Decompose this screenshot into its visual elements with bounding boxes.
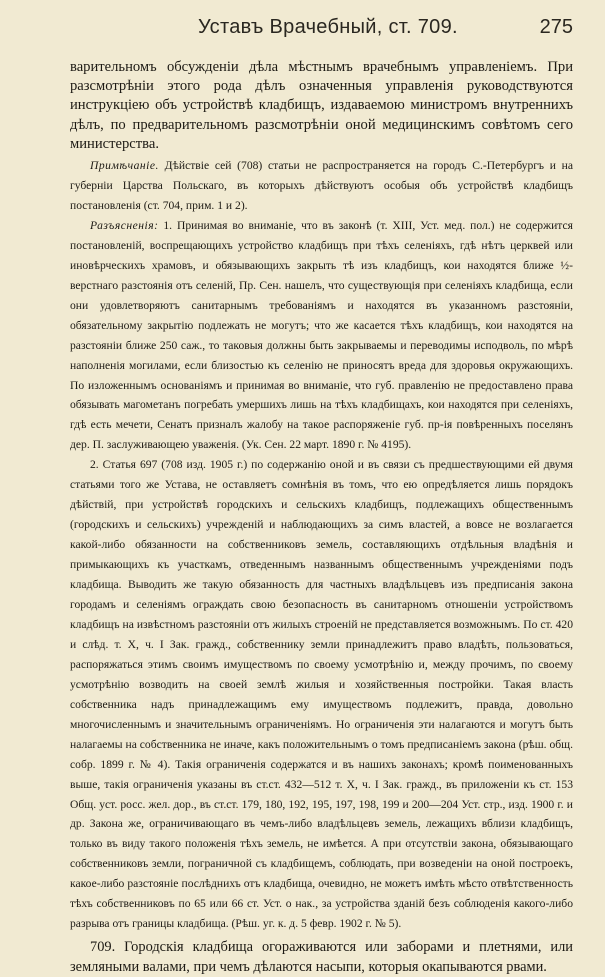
explanation-1-text: 1. Принимая во вниманіе, что въ законѣ (т. XIII, Уст. мед. пол.) не содержится постановленій, воспрещающихъ устройство кладбищъ при тѣхъ селеніяхъ, гдѣ нѣтъ церквей или иновѣрческихъ храмовъ, и обязывающихъ закрыть тѣ изъ кладбищъ, кои находятся ближе ½-верстнаго разстоянія отъ селеній, Пр. Сен. нашелъ, что существующія при селеніяхъ кладбища, если они удовлетворяютъ санитарнымъ требованіямъ и находятся въ указанномъ разстояніи, обязательному закрытію подлежать не могутъ; что же касается тѣхъ кладбищъ, кои находятся на разстояніи ближе 250 саж., то таковыя должны быть закрываемы и переводимы исподволь, по мѣрѣ наполненія могилами, если близостью къ селенію не приносятъ вреда для здоровья окружающихъ. По изложеннымъ основаніямъ и принимая во вниманіе, что губ. правленію не предоставлено права обязывать магометанъ погребать умершихъ лишь на тѣхъ кладбищахъ, кои находятся при селеніяхъ, гдѣ есть мечети, Сенатъ призналъ жалобу на такое распоряженіе губ. пр-ія повѣренныхъ поселянъ дер. П. заслуживающею уваженія. (Ук. Сен. 22 март. 1890 г. № 4195). — [70, 218, 573, 452]
explanation-2: 2. Статья 697 (708 изд. 1905 г.) по содержанію оной и въ связи съ предшествующими ей двумя статьями того же Устава, не оставляетъ сомнѣнія въ томъ, что ею опредѣляется лишь порядокъ дѣйствій, при устройствѣ городскихъ и сельскихъ кладбищъ, подлежащихъ общественнымъ (городскихъ и сельскихъ) учрежденій и наблюдающихъ за симъ властей, а вовсе не возлагается какой-либо обязанности на собственниковъ земель, составляющихъ отдѣльныя владѣнія и примыкающихъ къ участкамъ, отведеннымъ названнымъ общественнымъ учрежденіями подъ кладбища. Выводить же такую обязанность для частныхъ владѣльцевъ изъ предписанія закона городамъ и селеніямъ ограждать свою безопасность въ санитарномъ отношеніи устройствомъ кладбищъ на извѣстномъ разстояніи отъ жилыхъ строеній не представляется возможнымъ. По ст. 420 и слѣд. т. X, ч. I Зак. гражд., собственнику земли принадлежитъ право владѣть, пользоваться, распоряжаться этимъ своимъ имуществомъ по своему усмотрѣнію и, между прочимъ, по своему усмотрѣнію возводить на своей землѣ жилыя и хозяйственныя постройки. Такая власть собственника надъ принадлежащимъ ему имуществомъ подлежитъ, правда, довольно многочисленнымъ и значительнымъ ограниченіямъ. Но ограниченія эти налагаются и могутъ быть налагаемы на собственника не иначе, какъ положительнымъ о томъ предписаніемъ закона (рѣш. общ. собр. 1899 г. № 4). Такія ограниченія содержатся и въ нашихъ законахъ; кромѣ поименованныхъ выше, такія ограниченія указаны въ ст.ст. 432—512 т. X, ч. I Зак. гражд., въ приложеніи къ ст. 153 Общ. уст. росс. жел. дор., въ ст.ст. 179, 180, 192, 195, 197, 198, 199 и 200—204 Уст. стр., изд. 1900 г. и др. Закона же, ограничивающаго въ чемъ-либо владѣльцевъ земель, лежащихъ вблизи кладбищъ, только въ виду такого положенія тѣхъ земель, не имѣется. А при отсутствіи закона, обязывающаго собственниковъ земли, пограничной съ кладбищемъ, соблюдать, при возведеніи на оной построекъ, какое-либо разстояніе послѣднихъ отъ кладбища, очевидно, не можетъ имѣть мѣсто отвѣтственность тѣхъ собственниковъ по 65 или 66 ст. Уст. о нак., за устройства зданій безъ соблюденія какого-либо разрыва отъ границы кладбища. (Рѣш. уг. к. д. 5 февр. 1902 г. № 5). — [70, 458, 573, 931]
note-paragraph — [70, 156, 573, 216]
note-label: Примѣчаніе. — [90, 159, 159, 173]
note-text: Дѣйствіе сей (708) статьи не распространяется на городъ С.-Петербургъ и на губерніи Царства Польскаго, въ которыхъ дѣйствуютъ особыя объ устройствѣ кладбищъ постановленія (ст. 704, прим. 1 и 2). — [70, 159, 573, 212]
header-title: Уставъ Врачебный, ст. 709. — [198, 16, 458, 38]
explanations-label: Разъясненія: — [90, 218, 159, 232]
running-header — [60, 16, 573, 44]
explanation-1 — [70, 216, 573, 455]
article-709: 709. Городскія кладбища огораживаются или заборами и плетнями, или земляными валами, при чемъ дѣлаются насыпи, которыя окапываются рвами. — [70, 939, 573, 975]
page-body — [70, 58, 573, 977]
page-number: 275 — [539, 16, 573, 38]
article-708-continuation: варительномъ обсужденіи дѣла мѣстнымъ врачебнымъ управленіемъ. При разсмотрѣніи этого рода дѣлъ означенныя управленія руководствуются инструкціею объ устройствѣ кладбищъ, издаваемою министромъ внутреннихъ дѣлъ, по предварительномъ разсмотрѣніи оной медицинскимъ совѣтомъ сего министерства. — [70, 59, 573, 152]
